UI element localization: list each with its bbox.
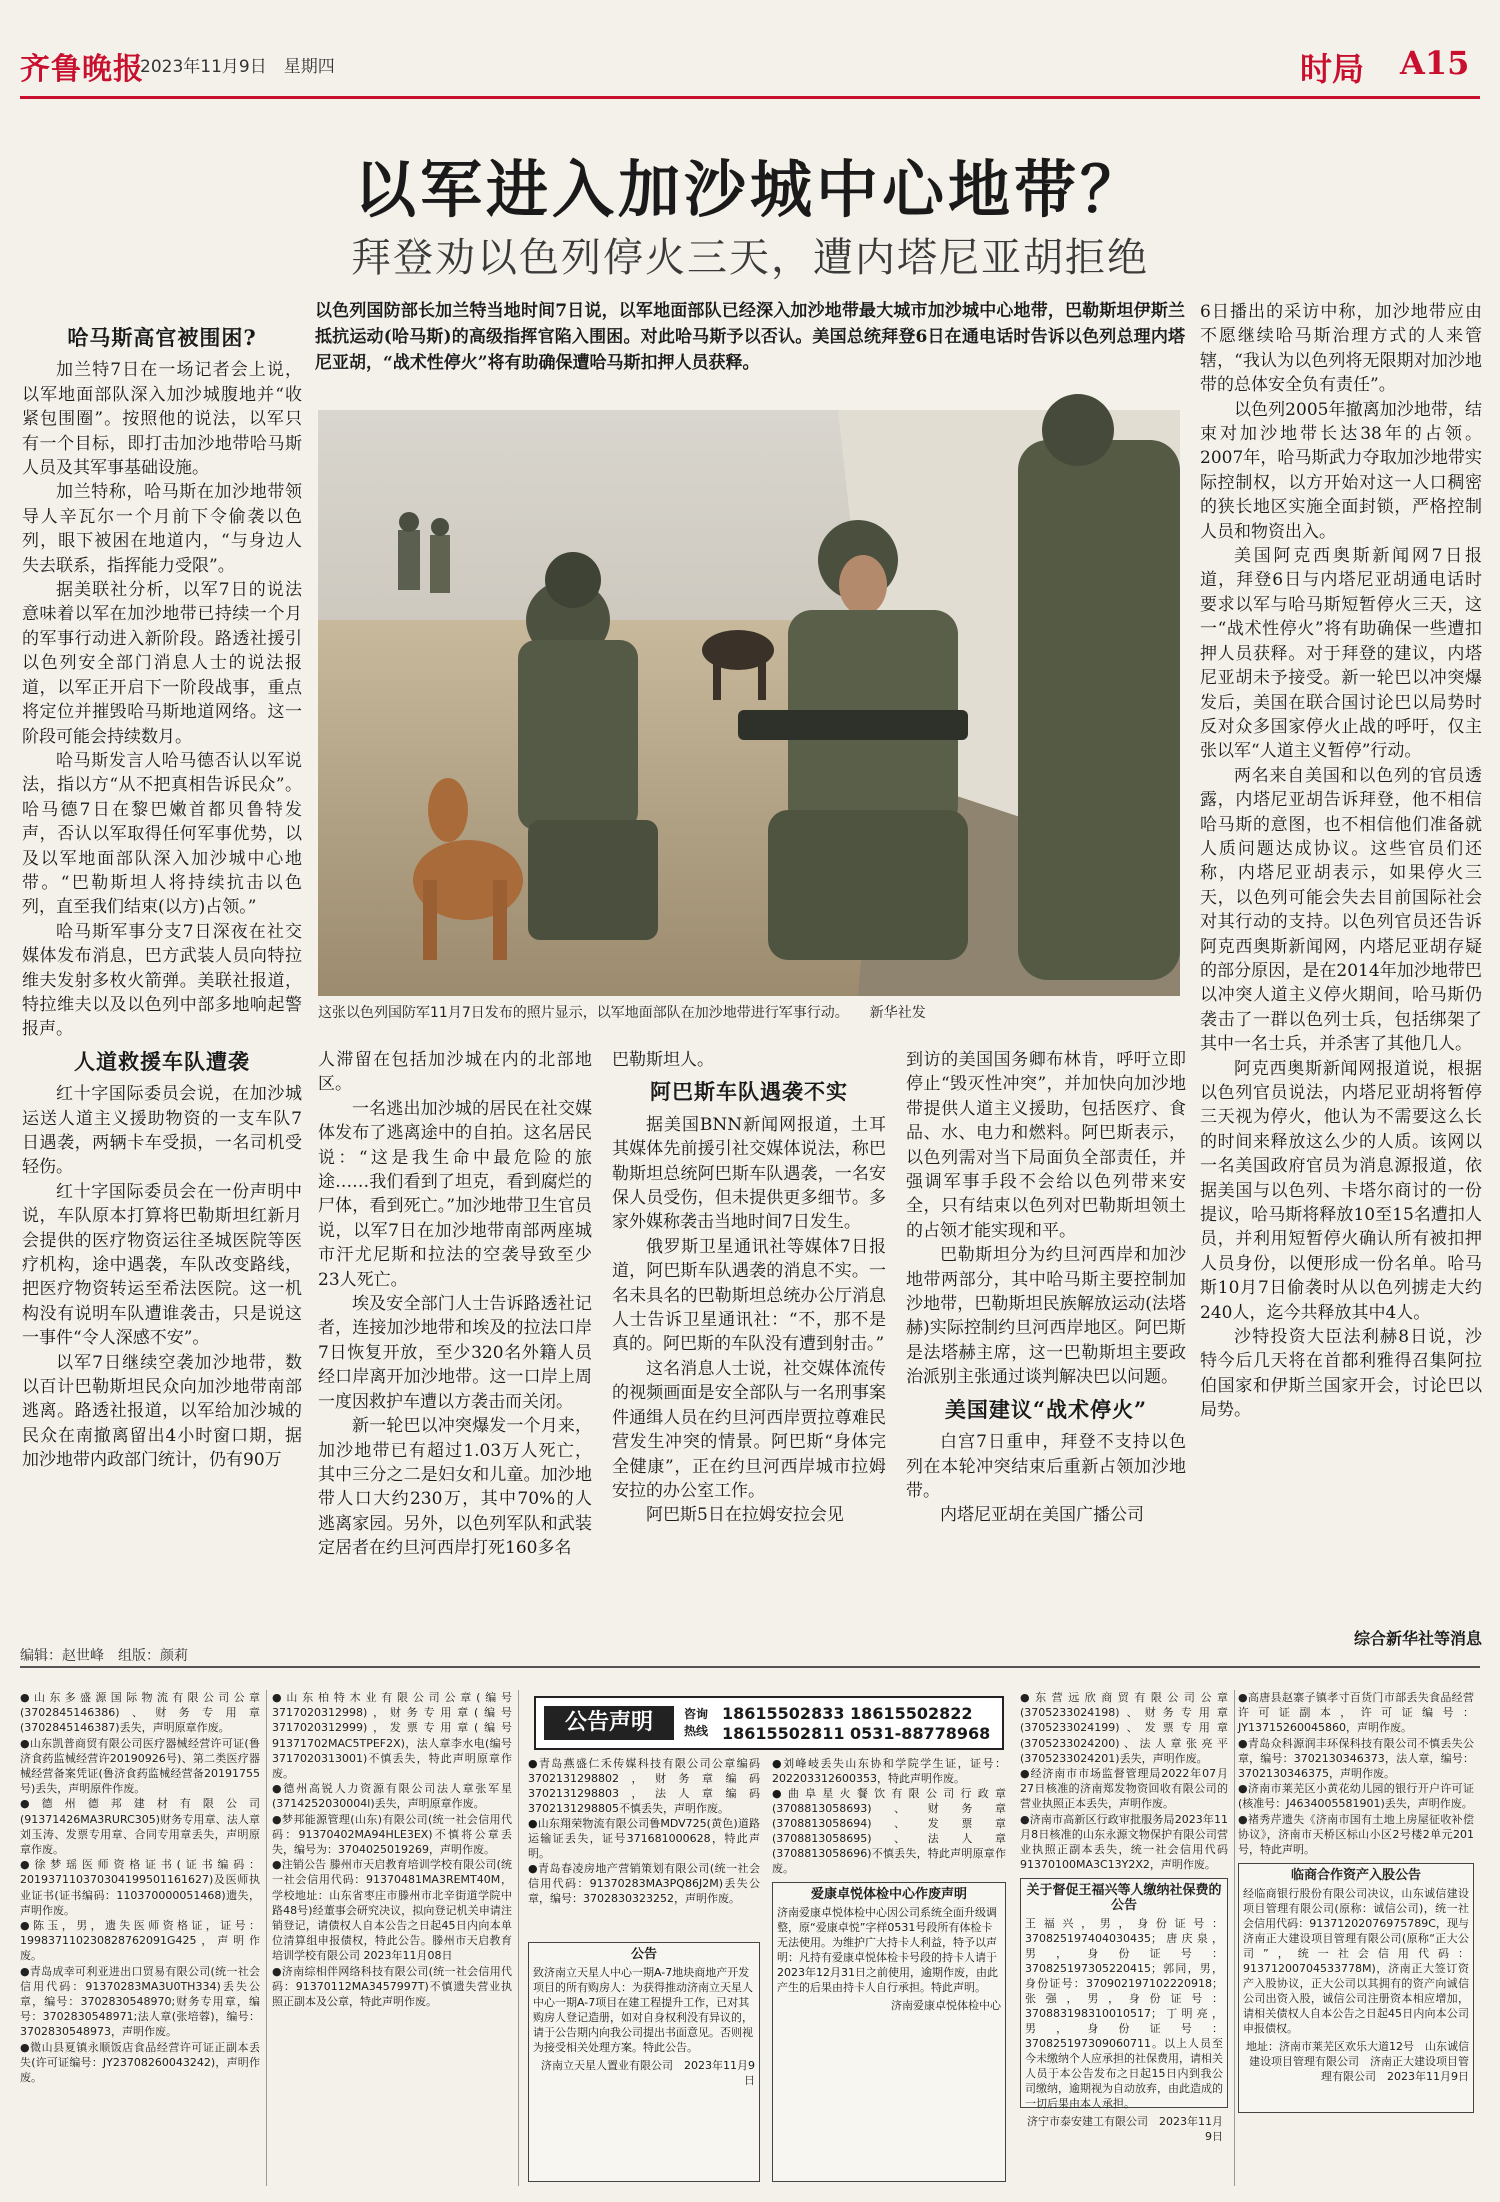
classified-item: ●陈玉，男，遗失医师资格证，证号：199837110230828762091G425，声明作废。 bbox=[20, 1919, 260, 1963]
mid-para: 俄罗斯卫星通讯社等媒体7日报道，阿巴斯车队遇袭的消息不实。一名未具名的巴勒斯坦总统办公厅消息人士告诉卫星通讯社：“不，那不是真的。阿巴斯的车队没有遭到射击。” bbox=[612, 1236, 886, 1355]
classified-item: ●徐梦瑶医师资格证书(证书编码：201937110370304199501161627)及医师执业证书(证书编码：110370000051468)遗失，声明作废。 bbox=[20, 1858, 260, 1917]
classified-item: ●济南综相伴网络科技有限公司(统一社会信用代码：91370112MA3457997T)不慎遗失营业执照正副本及公章，特此声明作废。 bbox=[272, 1964, 512, 2009]
mid-heading-abbas: 阿巴斯车队遇袭不实 bbox=[650, 1079, 848, 1105]
middle-column-2 bbox=[612, 1048, 886, 1608]
mid-para: 白宫7日重申，拜登不支持以色列在本轮冲突结束后重新占领加沙地带。 bbox=[906, 1432, 1186, 1501]
mid-para: 到访的美国国务卿布林肯，呼吁立即停止“毁灭性冲突”，并加快向加沙地带提供人道主义援助，包括医疗、食品、水、电力和燃料。阿巴斯表示，以色列需对当下局面负全部责任，并强调军事手段不会给以色列带来安全，只有结束以色列对巴勒斯坦领土的占领才能实现和平。 bbox=[906, 1050, 1186, 1241]
left-heading-2: 人道救援车队遭袭 bbox=[74, 1048, 250, 1074]
left-heading-1: 哈马斯高官被围困? bbox=[67, 325, 257, 350]
classified-column-4 bbox=[1020, 1690, 1235, 2186]
mid-para: 巴勒斯坦分为约旦河西岸和加沙地带两部分，其中哈马斯主要控制加沙地带，巴勒斯坦民族解放运动(法塔赫)实际控制约旦河西岸地区。阿巴斯是法塔赫主席，这一巴勒斯坦主要政治派别主张通过谈判解决巴以问题。 bbox=[906, 1245, 1186, 1388]
left-para: 红十字国际委员会说，在加沙城运送人道主义援助物资的一支车队7日遇袭，两辆卡车受损，一名司机受轻伤。 bbox=[22, 1084, 302, 1178]
left-para: 据美联社分析，以军7日的说法意味着以军在加沙地带已持续一个月的军事行动进入新阶段。路透社援引以色列安全部门消息人士的说法报道，以军正开启下一阶段战事，重点将定位并摧毁哈马斯地道网络。这一阶段可能会持续数月。 bbox=[22, 580, 302, 747]
middle-column-1 bbox=[318, 1048, 592, 1608]
page-number: A15 bbox=[1400, 44, 1470, 82]
classified-item: ●青岛春凌房地产营销策划有限公司(统一社会信用代码：91370283MA3PQ86J2M)丢失公章，编号：3702830323252，声明作废。 bbox=[528, 1862, 760, 1905]
mid-heading-ceasefire: 美国建议“战术停火” bbox=[944, 1396, 1148, 1422]
mid-para: 阿巴斯5日在拉姆安拉会见 bbox=[646, 1505, 844, 1526]
notice-box-body: 致济南立天星人中心一期A-7地块商地产开发项目的所有购房人：为获得推动济南立天星人中心一期A-7项目在建工程提升工作，已对其购房人登记造册，如对自身权利没有异议的，请于公告期内向我公司提出书面意见。否则视为接受相关处理方案。特此公告。 bbox=[533, 1966, 753, 2054]
right-column bbox=[1200, 300, 1482, 1634]
classified-item: ●褚秀芹遗失《济南市国有土地上房屋征收补偿协议》，济南市天桥区标山小区2号楼2单元201号，特此声明。 bbox=[1238, 1812, 1474, 1857]
mid-para: 一名逃出加沙城的居民在社交媒体发布了逃离途中的自拍。这名居民说：“这是我生命中最危险的旅途……我们看到了坦克，看到腐烂的尸体，看到死亡。”加沙地带卫生官员说，以军7日在加沙地带南部两座城市汗尤尼斯和拉法的空袭导致至少23人死亡。 bbox=[318, 1098, 592, 1290]
mid-para: 内塔尼亚胡在美国广播公司 bbox=[940, 1505, 1144, 1526]
photo-caption: 这张以色列国防军11月7日发布的照片显示，以军地面部队在加沙地带进行军事行动。 新华社发 bbox=[318, 1005, 926, 1021]
mid-para: 埃及安全部门人士告诉路透社记者，连接加沙地带和埃及的拉法口岸7日恢复开放，至少320名外籍人员经口岸离开加沙地带。这一口岸上周一度因救护车遭以方袭击而关闭。 bbox=[318, 1294, 592, 1412]
left-para: 以军7日继续空袭加沙地带，数以百计巴勒斯坦民众向加沙地带南部逃离。路透社报道，以军给加沙城的民众在南撤离留出4小时窗口期，据加沙地带内政部门统计，仍有90万 bbox=[22, 1352, 302, 1471]
classified-divider bbox=[20, 1666, 1480, 1668]
notice-box-social-security bbox=[1020, 1878, 1228, 2144]
left-column bbox=[22, 318, 302, 1653]
news-photo bbox=[318, 410, 1180, 996]
classified-item: ●济南市高新区行政审批服务局2023年11月8日核准的山东永源文物保护有限公司营业执照正副本丢失，统一社会信用代码91370100MA3C13Y2X2，声明作废。 bbox=[1020, 1812, 1228, 1872]
right-para: 两名来自美国和以色列的官员透露，内塔尼亚胡告诉拜登，他不相信哈马斯的意图，也不相信他们准备就人质问题达成协议。这些官员们还称，内塔尼亚胡表示，如果停火三天，以色列可能会失去目前国际社会对其行动的支持。以色列官员还告诉阿克西奥斯新闻网，内塔尼亚胡存疑的部分原因，是在2014年加沙地带巴以冲突人道主义停火期间，哈马斯仍袭击了一群以色列士兵，包括绑架了其中一名士兵，并杀害了其他几人。 bbox=[1200, 765, 1482, 1055]
hotline-numbers-2: 18615502811 0531-88778968 bbox=[722, 1724, 991, 1743]
left-para: 哈马斯军事分支7日深夜在社交媒体发布消息，巴方武装人员向特拉维夫发射多枚火箭弹。美联社报道，特拉维夫以及以色列中部多地响起警报声。 bbox=[22, 921, 302, 1040]
notice-box-signature: 济南爱康卓悦体检中心 bbox=[891, 1999, 1001, 2012]
notice-box-title: 公告 bbox=[630, 1947, 657, 1962]
header-rule bbox=[20, 96, 1480, 99]
classified-item: ●山东翔荣物流有限公司鲁MDV725(黄色)道路运输证丢失，证号371681000628，特此声明。 bbox=[528, 1817, 760, 1860]
classified-item: ●济南市莱芜区小黄花幼儿园的银行开户许可证(核准号：J4634005581901)丢失，声明作废。 bbox=[1238, 1782, 1474, 1811]
classified-item: ●德州德邦建材有限公司(91371426MA3RURC305)财务专用章、法人章刘玉涛、发票专用章、合同专用章丢失，声明原章作废。 bbox=[20, 1797, 260, 1857]
main-headline: 以军进入加沙城中心地带？ bbox=[353, 153, 1146, 226]
notice-box-signature: 地址：济南市莱芜区欢乐大道12号 山东诚信建设项目管理有限公司 济南正大建设项目管理有限公司 2023年11月9日 bbox=[1246, 2040, 1469, 2084]
classified-column-5 bbox=[1238, 1690, 1480, 2186]
classified-item: ●东营远欣商贸有限公司公章(3705233024198)、财务专用章(3705233024199)、发票专用章(3705233024200)、法人章张亮平(3705233024201)丢失，声明作废。 bbox=[1020, 1691, 1228, 1765]
left-para: 红十字国际委员会在一份声明中说，车队原本打算将巴勒斯坦红新月会提供的医疗物资运往圣城医院等医疗机构，途中遇袭，车队改变路线，把医疗物资转运至希法医院。这一机构没有说明车队遭谁袭击，只是说这一事件“令人深感不安”。 bbox=[22, 1181, 302, 1349]
classified-item: ●刘峰岐丢失山东协和学院学生证，证号：202203312600353，特此声明作废。 bbox=[772, 1757, 1006, 1785]
mid-para: 巴勒斯坦人。 bbox=[612, 1050, 714, 1070]
left-para: 加兰特称，哈马斯在加沙地带领导人辛瓦尔一个月前下令偷袭以色列，眼下被困在地道内，“与身边人失去联系，指挥能力受限”。 bbox=[22, 482, 302, 576]
left-para: 加兰特7日在一场记者会上说，以军地面部队深入加沙城腹地并“收紧包围圈”。按照他的说法，以军只有一个目标，即打击加沙地带哈马斯人员及其军事基础设施。 bbox=[22, 360, 302, 479]
notice-box-asset-merger bbox=[1238, 1863, 1474, 2113]
mid-para: 人滞留在包括加沙城在内的北部地区。 bbox=[318, 1050, 592, 1095]
section-name: 时局 bbox=[1300, 50, 1365, 88]
notice-box-announcement bbox=[528, 1942, 760, 2182]
classified-item: ●梦邦能源管理(山东)有限公司(统一社会信用代码：91370402MA94HLE3EX)不慎将公章丢失，编号为：3704025019269，声明作废。 bbox=[272, 1812, 512, 1857]
classified-item: ●曲阜星火餐饮有限公司行政章(3708813058693)、财务章(3708813058694)、发票章(3708813058695)、法人章(3708813058696)不慎丢失，特此声明原章作废。 bbox=[772, 1787, 1006, 1875]
hotline-label: 咨询热线 bbox=[684, 1707, 709, 1738]
classified-item: ●青岛燕盛仁禾传媒科技有限公司公章编码3702131298802，财务章编码3702131298803，法人章编码3702131298805不慎丢失，声明作废。 bbox=[528, 1757, 760, 1815]
classified-item: ●微山县夏镇永顺饭店食品经营许可证正副本丢失(许可证编号：JY23708260043242)，声明作废。 bbox=[20, 2040, 260, 2085]
left-para: 哈马斯发言人哈马德否认以军说法，指以方“从不把真相告诉民众”。哈马德7日在黎巴嫩首都贝鲁特发声，否认以军取得任何军事优势，以及以军地面部队深入加沙城中心地带。“巴勒斯坦人将持续抗击以色列，直至我们结束(以方)占领。” bbox=[22, 750, 302, 918]
right-para: 以色列2005年撤离加沙地带，结束对加沙地带长达38年的占领。2007年，哈马斯武力夺取加沙地带实际控制权，以方开始对这一人口稠密的狭长地区实施全面封锁，严格控制人员和物资出入。 bbox=[1200, 399, 1482, 542]
classified-item: ●山东多盛源国际物流有限公司公章(3702845146386)、财务专用章(3702845146387)丢失，声明原章作废。 bbox=[20, 1691, 260, 1735]
notice-box-signature: 济南立天星人置业有限公司 2023年11月9日 bbox=[541, 2059, 755, 2087]
right-para: 6日播出的采访中称，加沙地带应由不愿继续哈马斯治理方式的人来管辖，“我认为以色列将无限期对加沙地带的总体安全负有责任”。 bbox=[1200, 302, 1482, 396]
notice-box-title: 临商合作资产入股公告 bbox=[1290, 1868, 1421, 1884]
article-byline: 综合新华社等消息 bbox=[1353, 1629, 1482, 1648]
notice-box-title: 爱康卓悦体检中心作废声明 bbox=[810, 1887, 967, 1902]
classified-column-1 bbox=[20, 1690, 267, 2186]
classified-item: ●注销公告 滕州市天启教育培训学校有限公司(统一社会信用代码：91370481MA3REMT40M，学校地址：山东省枣庄市滕州市北辛街道学院中路48号)经董事会研究决议，拟向登记机关申请注销登记，请债权人自本公告之日起45日内向本单位清算组申报债权，特此公告。滕州市天启教育培训学校有限公司 2023年11月08日 bbox=[272, 1858, 512, 1963]
masthead: 齐鲁晚报 bbox=[20, 52, 144, 87]
sub-headline: 拜登劝以色列停火三天，遭内塔尼亚胡拒绝 bbox=[351, 235, 1149, 281]
editor-credits: 编辑：赵世峰 组版：颜莉 bbox=[20, 1648, 188, 1664]
classified-item: ●经济南市市场监督管理局2022年07月27日核准的济南郑发物资回收有限公司的营业执照正本丢失，声明作废。 bbox=[1020, 1767, 1228, 1811]
classified-item: ●青岛众科源润丰环保科技有限公司不慎丢失公章，编号：3702130346373，法人章，编号：3702130346375，声明作废。 bbox=[1238, 1736, 1474, 1781]
notice-banner bbox=[534, 1696, 1004, 1750]
classified-item: ●山东凯普商贸有限公司医疗器械经营许可证(鲁济食药监械经营许20190926号)、第二类医疗器械经营备案凭证(鲁济食药监械经营备20191755号)丢失，声明原件作废。 bbox=[20, 1736, 260, 1796]
classified-column-2 bbox=[272, 1690, 519, 2186]
notice-right-items bbox=[772, 1756, 1006, 1876]
mid-para: 这名消息人士说，社交媒体流传的视频画面是安全部队与一名刑事案件通缉人员在约旦河西岸贾拉尊难民营发生冲突的情景。阿巴斯“身体完全健康”，正在约旦河西岸城市拉姆安拉的办公室工作。 bbox=[612, 1358, 886, 1501]
classified-item: ●青岛成幸可利亚进出口贸易有限公司(统一社会信用代码：91370283MA3U0TH334)丢失公章，编号：3702830548970;财务专用章，编号：3702830548971;法人章(张培蓉)，编号：3702830548973，声明作废。 bbox=[20, 1964, 260, 2039]
notice-box-body: 经临商银行股份有限公司决议，山东诚信建设项目管理有限公司(原称：诚信公司)，统一社会信用代码：91371202076975789C，现与济南正大建设项目管理有限公司(原称“正大公司”，统一社会信用代码：91371200704533778M)，济南正大签订资产入股协议，正大公司以其拥有的资产向诚信公司出资入股，诚信公司注册资本相应增加，请相关债权人自本公告之日起45日内向本公司申报债权。 bbox=[1243, 1887, 1469, 2036]
notice-left-items bbox=[528, 1756, 760, 1936]
notice-box-title: 关于督促王福兴等人缴纳社保费的公告 bbox=[1026, 1883, 1222, 1914]
classified-item: ●山东柏特木业有限公司公章(编号3717020312998)，财务专用章(编号3717020312999)，发票专用章(编号91371702MAC5TPEF2X)，法人章李水电(编号3717020313001)不慎丢失，特此声明原章作废。 bbox=[272, 1691, 512, 1781]
hotline-numbers-1: 18615502833 18615502822 bbox=[722, 1704, 973, 1723]
notice-box-body: 王福兴，男，身份证号：370825197404030435；唐庆泉，男，身份证号：370825197305220415；郭同，男，身份证号：370902197102220918；张强，男，身份证号：370883198310010517；丁明亮，男，身份证号：370825197309060711。以上人员至今未缴纳个人应承担的社保费用，请相关人员于本公告发布之日起15日内到我公司缴纳，逾期视为自动放弃，由此造成的一切后果由本人承担。 bbox=[1025, 1917, 1223, 2111]
right-para: 阿克西奥斯新闻网报道说，根据以色列官员说法，内塔尼亚胡将暂停三天视为停火，他认为不需要这么长的时间来释放这么少的人质。该网以一名美国政府官员为消息源报道，依据美国与以色列、卡塔尔商讨的一份提议，哈马斯将释放10至15名遭扣人员，并利用短暂停火确认所有被扣押人员身份，以便形成一份名单。哈马斯10月7日偷袭时从以色列掳走大约240人，迄今共释放其中4人。 bbox=[1200, 1058, 1482, 1323]
publication-date: 2023年11月9日 星期四 bbox=[140, 57, 335, 77]
notice-title: 公告声明 bbox=[544, 1706, 674, 1740]
mid-para: 新一轮巴以冲突爆发一个月来，加沙地带已有超过1.03万人死亡，其中三分之二是妇女和儿童。加沙地带人口大约230万，其中70%的人逃离家园。另外，以色列军队和武装定居者在约旦河西岸打死160多名 bbox=[318, 1416, 592, 1559]
right-para: 美国阿克西奥斯新闻网7日报道，拜登6日与内塔尼亚胡通电话时要求以军与哈马斯短暂停火三天，这一“战术性停火”将有助确保一些遭扣押人员获释。对于拜登的建议，内塔尼亚胡未予接受。新一轮巴以冲突爆发后，美国在联合国讨论巴以局势时反对众多国家停火止战的呼吁，仅主张以军“人道主义暂停”行动。 bbox=[1200, 546, 1482, 762]
middle-column-3 bbox=[906, 1048, 1186, 1608]
notice-box-body: 济南爱康卓悦体检中心因公司系统全面升级调整，原“爱康卓悦”字样0531号段所有体检卡无法使用。为维护广大持卡人利益，特予以声明：凡持有爱康卓悦体检卡号段的持卡人请于2023年12月31日之前使用，逾期作废，由此产生的后果由持卡人自行承担。特此声明。 bbox=[777, 1906, 998, 1994]
notice-box-signature: 济宁市泰安建工有限公司 2023年11月9日 bbox=[1027, 2115, 1223, 2144]
classified-item: ●高唐县赵寨子镇孝寸百货门市部丢失食品经营许可证副本，许可证编号：JY13715260045860，声明作废。 bbox=[1238, 1691, 1474, 1735]
mid-para: 据美国BNN新闻网报道，土耳其媒体先前援引社交媒体说法，称巴勒斯坦总统阿巴斯车队遇袭，一名安保人员受伤，但未提供更多细节。多家外媒称袭击当地时间7日发生。 bbox=[612, 1114, 886, 1233]
notice-section bbox=[524, 1690, 1010, 2186]
notice-box-void-statement bbox=[772, 1882, 1006, 2182]
classified-item: ●德州高锐人力资源有限公司法人章张军星(3714252030004l)丢失，声明原章作废。 bbox=[272, 1782, 512, 1811]
lead-paragraph: 以色列国防部长加兰特当地时间7日说，以军地面部队已经深入加沙地带最大城市加沙城中心地带，巴勒斯坦伊斯兰抵抗运动(哈马斯)的高级指挥官陷入围困。对此哈马斯予以否认。美国总统拜登6日在通电话时告诉以色列总理内塔尼亚胡，“战术性停火”将有助确保遭哈马斯扣押人员获释。 bbox=[315, 301, 1185, 373]
right-para: 沙特投资大臣法利赫8日说，沙特今后几天将在首都利雅得召集阿拉伯国家和伊斯兰国家开会，讨论巴以局势。 bbox=[1200, 1327, 1482, 1421]
